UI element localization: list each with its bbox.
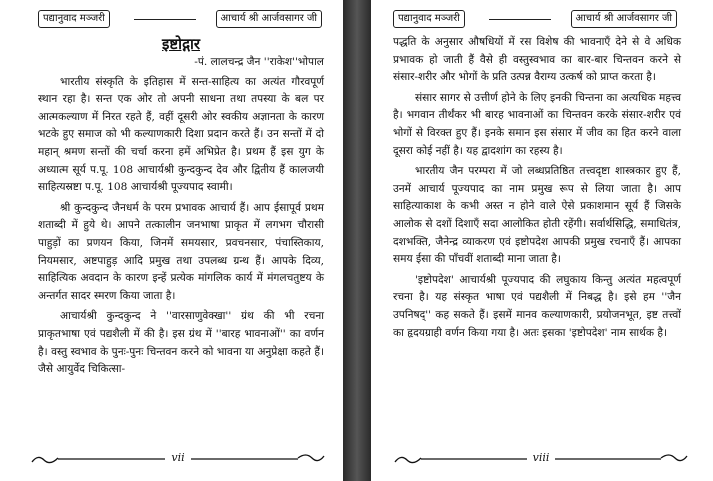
header-rule <box>489 19 551 20</box>
running-header <box>38 10 322 28</box>
header-author: आचार्य श्री आर्जवसागर जी <box>571 10 677 28</box>
page-title: इष्टोद्गार <box>161 35 201 53</box>
paragraph: भारतीय जैन परम्परा में जो लब्धप्रतिष्ठित तत्त्वदृष्टा शास्त्रकार हुए हैं, उनमें आचार्य पूज्यपाद का नाम प्रमुख रूप से लिया जाता है। आप साहित्याकाश के कभी अस्त न होने वाले ऐसे प्रकाशमान सूर्य हैं जिसके आलोक से दशों दिशाएँ सदा आलोकित होती रहेंगी। सर्वार्थसिद्धि, समाधितंत्र, दशभक्ति, जैनेन्द्र व्याकरण एवं इष्टोपदेश आपकी प्रमुख रचनाएँ हैं। आपका समय ईसा की पाँचवीं शताब्दी माना जाता है। <box>393 165 681 266</box>
byline: -पं. लालचन्द्र जैन ''राकेश''भोपाल <box>194 56 324 68</box>
book-spine <box>343 0 371 481</box>
paragraph: पद्धति के अनुसार औषधियों में रस विशेष की भावनाएँ देने से वे अधिक प्रभावक हो जाती हैं वैसे ही वस्तुस्वभाव का बार-बार चिन्तवन करने से संसार-शरीर और भोगों के प्रति उत्पन्न वैराग्य उत्कर्ष को प्राप्त करता है। <box>393 36 681 84</box>
paragraph: संसार सागर से उत्तीर्ण होने के लिए इनकी चिन्तना का अत्यधिक महत्त्व है। भगवान तीर्थंकर भी बारह भावनाओं का चिन्तवन करके संसार-शरीर एवं भोगों से विरक्त हुए हैं। इनके समान इस संसार में जीव का हित करने वाला दूसरा कोई नहीं है। यह द्वादशांग का रहस्य है। <box>393 91 681 157</box>
page-body <box>393 34 681 345</box>
header-author: आचार्य श्री आर्जवसागर जी <box>216 10 322 28</box>
header-rule <box>134 19 196 20</box>
page-number: viii <box>393 450 689 466</box>
paragraph: आचार्यश्री कुन्दकुन्द ने ''वारसाणुवेक्खा'' ग्रंथ की भी रचना प्राकृतभाषा एवं पद्यशैली में की है। इस ग्रंथ में ''बारह भावनाओं'' का वर्णन है। वस्तु स्वभाव के पुनः-पुनः चिन्तवन करने को भावना या अनुप्रेक्षा कहते हैं। जैसे आयुर्वेद चिकित्सा- <box>38 310 324 376</box>
page-number: vii <box>30 450 326 466</box>
header-book-title: पद्यानुवाद मञ्जरी <box>38 10 110 28</box>
page-footer <box>393 450 689 466</box>
right-page <box>371 0 713 481</box>
paragraph: श्री कुन्दकुन्द जैनधर्म के परम प्रभावक आचार्य हैं। आप ईसापूर्व प्रथम शताब्दी में हुये थे। आपने तत्कालीन जनभाषा प्राकृत में लगभग चौरासी पाहुड़ों का प्रणयन किया, जिनमें समयसार, प्रवचनसार, पंचास्तिकाय, नियमसार, अष्टपाहुड़ आदि प्रमुख तथा उपलब्ध ग्रन्थ हैं। आपके दिव्य, साहित्यिक अवदान के कारण इन्हें प्रत्येक मांगलिक कार्य में मंगलचतुष्टय के अन्तर्गत सादर स्मरण किया जाता है। <box>38 201 324 302</box>
running-header <box>393 10 677 28</box>
paragraph: भारतीय संस्कृति के इतिहास में सन्त-साहित्य का अत्यंत गौरवपूर्ण स्थान रहा है। सन्त एक ओर तो अपनी साधना तथा तपस्या के बल पर आत्मकल्याण में निरत रहते हैं, वहीं दूसरी ओर स्वकीय अज्ञानता के कारण भटके हुए समाज को भी कल्याणकारी दिशा प्रदान करते हैं। उन सन्तों में दो महान् श्रमण सन्तों की चर्चा करना हमें अभिप्रेत है। प्रथम हैं इस युग के अध्यात्म सूर्य प.पू. 108 आचार्यश्री कुन्दकुन्द देव और द्वितीय हैं कालजयी साहित्यस्रष्टा प.पू. 108 आचार्यश्री पूज्यपाद स्वामी। <box>38 75 324 194</box>
paragraph: 'इष्टोपदेश' आचार्यश्री पूज्यपाद की लघुकाय किन्तु अत्यंत महत्वपूर्ण रचना है। यह संस्कृत भाषा एवं पद्यशैली में निबद्ध है। इसे हम ''जैन उपनिषद्'' कह सकते हैं। इसमें मानव कल्याणकारी, प्रयोजनभूत, इष्ट तत्त्वों का हृदयग्राही वर्णन किया गया है। अतः इसका 'इष्टोपदेश' नाम सार्थक है। <box>393 273 681 339</box>
header-book-title: पद्यानुवाद मञ्जरी <box>393 10 465 28</box>
page-body <box>38 34 324 382</box>
page-footer <box>30 450 326 466</box>
left-page <box>0 0 343 481</box>
